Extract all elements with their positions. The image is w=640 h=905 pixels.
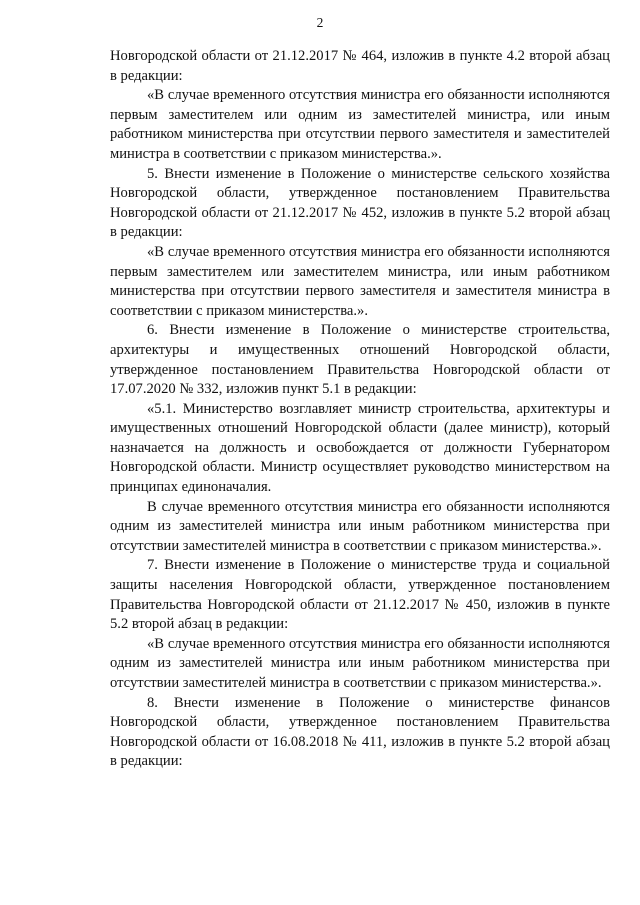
paragraph-quote-5-2: «В случае временного отсутствия министра его обязанности исполняются первым заместителем или заместителем министра, или иным работником министерства при отсутствии первого заместителя и заместителя министра в соответствии с приказом министерства.». [110,243,610,319]
document-body [110,47,610,772]
paragraph-quote-4-2: «В случае временного отсутствия министра его обязанности исполняются первым заместителем или одним из заместителей министра, или иным работником министерства при отсутствии первого заместителя и заместителей министра в соответствии с приказом министерства.». [110,87,610,162]
paragraph-item-7: 7. Внести изменение в Положение о министерстве труда и социальной защиты населения Новгородской области, утвержденное постановлением Правительства Новгородской области от 21.12.2017 № 450, изложив в пункте 5.2 второй абзац в редакции: [110,557,610,633]
paragraph-continuation: Новгородской области от 21.12.2017 № 464, изложив в пункте 4.2 второй абзац в редакции: [110,48,610,84]
paragraph-item-8: 8. Внести изменение в Положение о министерстве финансов Новгородской области, утвержденное постановлением Правительства Новгородской области от 16.08.2018 № 411, изложив в пункте 5.2 второй абзац в редакции: [110,694,610,770]
paragraph-item-5: 5. Внести изменение в Положение о министерстве сельского хозяйства Новгородской области, утвержденное постановлением Правительства Новгородской области от 21.12.2017 № 452, изложив в пункте 5.2 второй абзац в редакции: [110,165,610,241]
paragraph-quote-5-1: «5.1. Министерство возглавляет министр строительства, архитектуры и имущественных отношений Новгородской области (далее министр), который назначается на должность и освобождается от должности Губернатором Новгородской области. Министр осуществляет руководство министерством на принципах единоначалия. [110,400,610,496]
paragraph-quote-item-7: «В случае временного отсутствия министра его обязанности исполняются одним из заместителей министра или иным работником министерства при отсутствии заместителей министра в соответствии с приказом министерства.». [110,635,610,691]
paragraph-item-6: 6. Внести изменение в Положение о министерстве строительства, архитектуры и имущественных отношений Новгородской области, утвержденное постановлением Правительства Новгородской области от 17.07.2020 № 332, изложив пункт 5.1 в редакции: [110,322,610,398]
paragraph-quote-5-1-continued: В случае временного отсутствия министра его обязанности исполняются одним из заместителей министра или иным работником министерства при отсутствии заместителей министра в соответствии с приказом министерства.». [110,498,610,554]
page-number: 2 [316,15,324,30]
